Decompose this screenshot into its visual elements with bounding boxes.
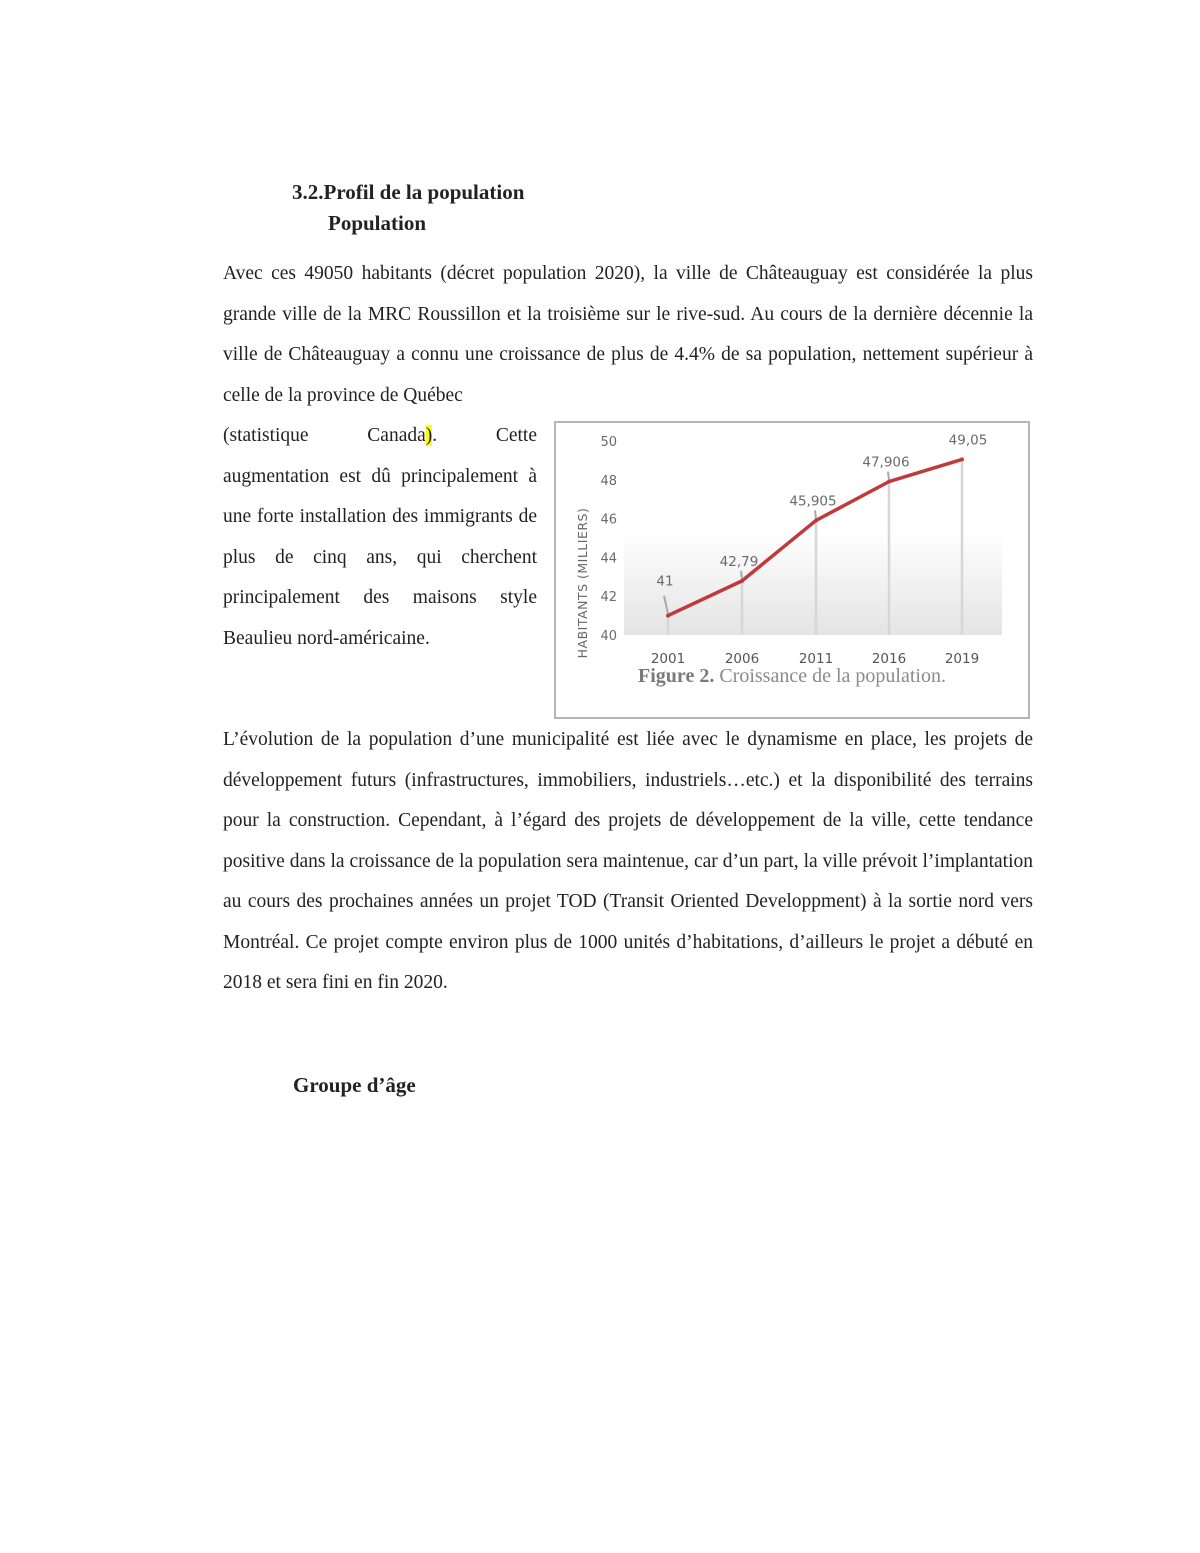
series-point [814,518,818,522]
data-label: 42,79 [719,553,759,570]
data-label: 41 [656,573,674,590]
paragraph-intro: Avec ces 49050 habitants (décret population 2020), la ville de Châteauguay est considérée la plus grande ville de la MRC Roussillon et la troisième sur le rive-sud. Au cours de la dernière décennie la ville de Châteauguay a connu une croissance de plus de 4.4% de sa population, nettement supérieur à celle de la province de Québec [223,263,1033,406]
series-point [887,480,891,484]
data-label: 49,05 [948,432,988,449]
data-label: 47,906 [862,454,910,471]
x-tick-label: 2011 [798,651,834,667]
series-point [666,614,670,618]
x-tick-label: 2016 [871,651,907,667]
highlighted-text: ) [425,425,433,446]
y-tick-label: 46 [600,512,617,528]
y-tick-label: 50 [600,435,617,450]
plot-area-shade [624,531,1002,635]
population-line-chart [556,423,1028,673]
figure-population-growth [554,421,1030,719]
x-tick-label: 2001 [650,651,686,667]
y-axis-label: HABITANTS (MILLIERS) [575,507,590,659]
paragraph-evolution: L’évolution de la population d’une municipalité est liée avec le dynamisme en place, les projets de développement futurs (infrastructures, immobiliers, industriels…etc.) et la disponibilité des terrains pour la construction. Cependant, à l’égard des projets de développement de la ville, cette tendance positive dans la croissance de la population sera maintenue, car d’un part, la ville prévoit l’implantation au cours des prochaines années un projet TOD (Transit Oriented Developpment) à la sortie nord vers Montréal. Ce projet compte environ plus de 1000 unités d’habitations, d’ailleurs le projet a débuté en 2018 et sera fini en fin 2020. [223,729,1033,993]
label-leader-line [741,571,742,579]
figure-caption [556,663,1028,690]
paragraph-wrapped-start: (statistique Canada [223,425,426,446]
paragraph-wrapped-rest: . Cette augmentation est dû principalement à une forte installation des immigrants de plus de cinq ans, qui cherchent principalement des maisons style Beaulieu nord-américaine. [223,425,538,649]
section-title: Profil de la population [323,180,525,204]
figure-caption-text: Croissance de la population. [719,665,946,687]
paragraph-wrapped [223,416,537,659]
section-number: 3.2. [292,180,324,204]
y-tick-label: 40 [600,629,617,644]
series-point [740,579,744,583]
x-tick-label: 2006 [724,651,760,667]
subsection-heading: Population [328,211,427,235]
section-heading [292,180,524,205]
data-label: 45,905 [789,493,837,510]
series-point [960,457,964,461]
y-tick-label: 44 [600,551,617,567]
label-leader-line [815,510,816,518]
figure-label: Figure 2. [638,665,715,687]
section-heading-age-group: Groupe d’âge [293,1073,416,1097]
y-tick-label: 48 [600,473,617,489]
label-leader-line [888,472,889,480]
x-tick-label: 2019 [944,651,980,667]
y-tick-label: 42 [600,590,617,606]
